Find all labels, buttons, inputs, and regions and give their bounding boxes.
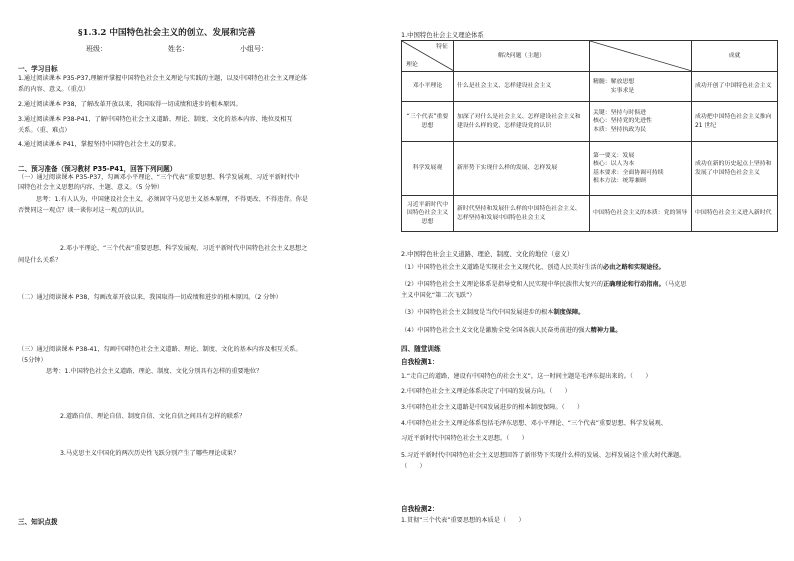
prep-task-1-cont: 国特色社会主义思想的内容、主题、意义。（5 分钟） bbox=[18, 184, 164, 191]
status-item-2-text: （2）中国特色社会主义理论体系是指导党和人民实现中华民族伟大复兴的 bbox=[401, 281, 603, 288]
tf-question-5: 5.习近平新时代中国特色社会主义思想回答了新形势下实现什么样的发展、怎样发展这个重大时代课题。 bbox=[401, 452, 686, 459]
objective-3: 3.通过阅读课本 P38-P41，了解中国特色社会主义道路、理论、制度、文化的基本内容、地位及相互 bbox=[18, 116, 293, 123]
status-item-2 bbox=[401, 281, 686, 290]
header-diagonal-cell-2 bbox=[590, 41, 692, 72]
header-problem: 解决问题（主题） bbox=[454, 41, 590, 72]
row-achievement: 成功开创了中国特色社会主义 bbox=[692, 72, 778, 102]
row-achievement: 成功把中国特色社会主义推向 21 世纪 bbox=[692, 102, 778, 142]
objective-2: 2.通过阅读课本 P38，了解改革开放以来，我国取得一切成绩和进步的根本原因。 bbox=[18, 101, 242, 108]
row-problem: 加深了对什么是社会主义、怎样建设社会主义和建设什么样的党、怎样建设党的认识 bbox=[454, 102, 590, 142]
objective-3-cont: 关系。（重、难点） bbox=[18, 127, 71, 134]
header-theory-label: 理论 bbox=[406, 61, 418, 68]
theory-system-table bbox=[401, 40, 778, 232]
status-item-4-key: 精神力量。 bbox=[590, 327, 622, 334]
think-2: 2.邓小平理论、“三个代表”重要思想、科学发展观、习近平新时代中国特色社会主义思想之 bbox=[60, 245, 308, 252]
row-problem: 新形势下实现什么样的发展、怎样发展 bbox=[454, 142, 590, 196]
status-item-3-text: （3）中国特色社会主义制度是当代中国发展进步的根本 bbox=[401, 309, 554, 316]
objective-1-cont: 系的内容、意义。（重点） bbox=[18, 86, 90, 93]
row-name: 邓小平理论 bbox=[402, 72, 454, 102]
header-feature-label: 特征 bbox=[436, 44, 448, 50]
section-tips-heading: 三、知识点拨 bbox=[18, 518, 58, 526]
table-caption: 1.中国特色社会主义理论体系 bbox=[401, 31, 484, 39]
status-section-heading: 2.中国特色社会主义道路、理论、制度、文化的地位（意义） bbox=[401, 250, 574, 258]
table-row bbox=[402, 102, 778, 142]
think-1: 思考：1.有人认为，中国建设社会主义，必须固守马克思主义基本原理，不得更改、不得违背。你是 bbox=[36, 196, 308, 203]
tf-question-3: 3.中国特色社会主义道路是中国发展进步的根本制度保障。（ ） bbox=[401, 404, 584, 411]
status-item-4 bbox=[401, 327, 622, 336]
prep-task-1: （一）通过阅读课本 P35-P37，勾画邓小平理论、“三个代表”重要思想、科学发展观、习近平新时代中 bbox=[18, 174, 300, 181]
right-page bbox=[397, 0, 794, 561]
row-essence: 精髓：解放思想 实事求是 bbox=[590, 72, 692, 102]
tf-question-1: 1.“走自己的道路，建设有中国特色的社会主义”，这一时间主题是毛泽东提出来的。（ ） bbox=[401, 373, 652, 380]
tf-question-5-cont: （ ） bbox=[401, 463, 426, 470]
table-row bbox=[402, 72, 778, 102]
row-name: “三个代表”重要思想 bbox=[402, 102, 454, 142]
row-essence: 中国特色社会主义的本质：党的领导 bbox=[590, 196, 692, 232]
objective-4: 4.通过阅读课本 P41，掌握坚持中国特色社会主义的要求。 bbox=[18, 141, 180, 148]
prep-task-3: （三）通过阅读课本 P38-41，勾画中国特色社会主义道路、理论、制度、文化的基本内容及相互关系。 bbox=[18, 346, 302, 353]
status-item-2-cont: 主义中国化“第二次飞跃”） bbox=[401, 292, 476, 299]
status-item-3 bbox=[401, 309, 584, 318]
self-test-1-label: 自我检测1： bbox=[401, 358, 439, 366]
row-problem: 新时代坚持和发展什么样的中国特色社会主义、怎样坚持和发展中国特色社会主义 bbox=[454, 196, 590, 232]
row-achievement: 中国特色社会主义进入新时代 bbox=[692, 196, 778, 232]
page-title: §1.3.2 中国特色社会主义的创立、发展和完善 bbox=[78, 28, 256, 38]
section-prep-heading: 二、预习准备（预习教材 P35-P41，回答下列问题） bbox=[18, 165, 177, 173]
status-item-2-tail: （马克思 bbox=[664, 281, 687, 288]
think-3-1: 思考：1.中国特色社会主义道路、理论、制度、文化分别具有怎样的重要地位？ bbox=[46, 368, 263, 375]
mc-question-1: 1.贯彻“三个代表”重要思想的本质是（ ） bbox=[401, 517, 525, 524]
self-test-2-label: 自我检测2： bbox=[401, 505, 439, 513]
status-item-1-key: 必由之路和实现途径。 bbox=[602, 264, 665, 271]
table-row bbox=[402, 142, 778, 196]
status-item-1 bbox=[401, 264, 665, 273]
row-essence: 关键：坚持与时俱进 核心：坚持党的先进性 本质：坚持执政为民 bbox=[590, 102, 692, 142]
row-name: 科学发展观 bbox=[402, 142, 454, 196]
class-label: 班级： bbox=[86, 45, 107, 53]
diagonal-line-2 bbox=[590, 41, 692, 71]
status-item-3-key: 制度保障。 bbox=[553, 309, 585, 316]
status-item-4-text: （4）中国特色社会主义文化是激励全党全国各族人民奋勇前进的强大 bbox=[401, 327, 591, 334]
group-label: 小组号： bbox=[240, 45, 268, 53]
header-achievement: 成就 bbox=[692, 41, 778, 72]
section-objectives-heading: 一、学习目标 bbox=[18, 65, 58, 73]
row-name: 习近平新时代中国特色社会主义思想 bbox=[402, 196, 454, 232]
row-essence: 第一要义：发展 核心：以人为本 基本要求：全面协调可持续 根本方法：统筹兼顾 bbox=[590, 142, 692, 196]
table-header-row bbox=[402, 41, 778, 72]
prep-task-3-cont: （5分钟） bbox=[18, 357, 47, 364]
table-row bbox=[402, 196, 778, 232]
think-3-2: 2.道路自信、理论自信、制度自信、文化自信之间具有怎样的联系？ bbox=[60, 413, 246, 420]
row-achievement: 成功在新的历史起点上坚持和发展了中国特色社会主义 bbox=[692, 142, 778, 196]
objective-1: 1.通过阅读课本 P35-P37,理解并掌握中国特色社会主义理论与实践的主题，以及中国特色社会主义理论体 bbox=[18, 75, 307, 82]
tf-question-4: 4.中国特色社会主义理论体系包括毛泽东思想、邓小平理论、“三个代表”重要思想、科学发展观、 bbox=[401, 420, 667, 427]
tf-question-4-cont: 习近平新时代中国特色社会主义思想。（ ） bbox=[401, 435, 528, 442]
prep-task-2: （二）通过阅读课本 P38，勾画改革开放以来，我国取得一切成绩和进步的根本原因。（2 分钟） bbox=[18, 294, 282, 301]
think-2-cont: 间是什么关系？ bbox=[18, 257, 62, 264]
think-1-cont: 否赞同这一观点？谈一谈你对这一观点的认识。 bbox=[18, 207, 148, 214]
think-3-3: 3.马克思主义中国化的两次历史性飞跃分别产生了哪些理论成果？ bbox=[60, 450, 240, 457]
row-problem: 什么是社会主义、怎样建设社会主义 bbox=[454, 72, 590, 102]
status-item-1-text: （1）中国特色社会主义道路是实现社会主义现代化、创造人民美好生活的 bbox=[401, 264, 603, 271]
name-label: 姓名： bbox=[168, 45, 189, 53]
practice-heading: 四、随堂训练 bbox=[401, 345, 441, 353]
status-item-2-key: 正确理论和行动指南。 bbox=[602, 281, 665, 288]
tf-question-2: 2.中国特色社会主义理论体系决定了中国的发展方向。（ ） bbox=[401, 388, 571, 395]
header-diagonal-cell bbox=[402, 41, 454, 72]
